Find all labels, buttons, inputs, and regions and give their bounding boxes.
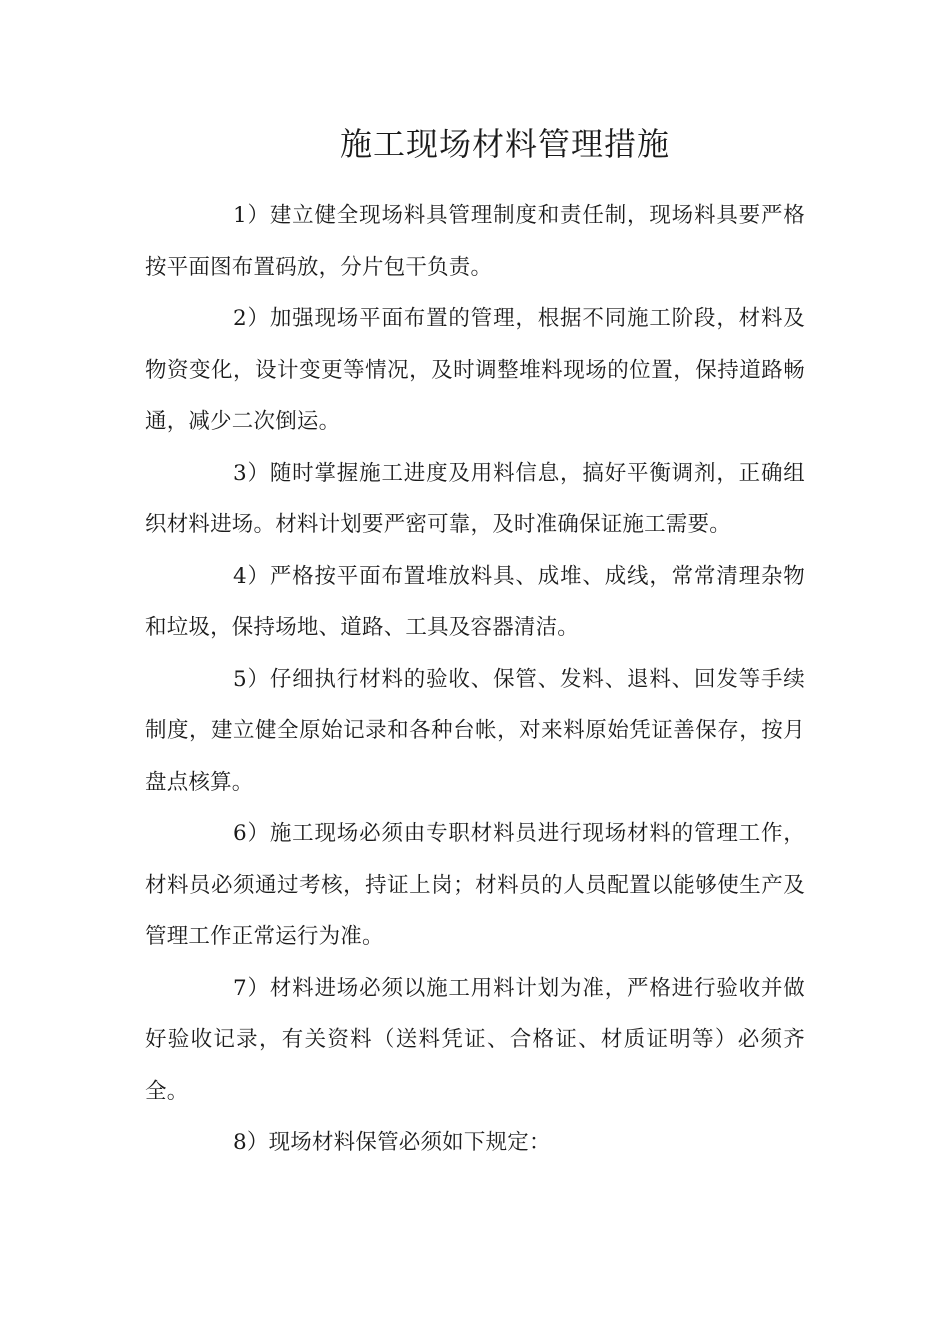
paragraph-4: 4）严格按平面布置堆放料具、成堆、成线，常常清理杂物和垃圾，保持场地、道路、工具及容器清洁。 bbox=[145, 563, 805, 640]
document-body bbox=[145, 190, 805, 1169]
paragraph-7: 7）材料进场必须以施工用料计划为准，严格进行验收并做好验收记录，有关资料（送料凭证、合格证、材质证明等）必须齐全。 bbox=[145, 975, 805, 1104]
document-title: 施工现场材料管理措施 bbox=[339, 125, 670, 163]
paragraph-3: 3）随时掌握施工进度及用料信息，搞好平衡调剂，正确组织材料进场。材料计划要严密可靠，及时准确保证施工需要。 bbox=[145, 460, 805, 537]
paragraph-1: 1）建立健全现场料具管理制度和责任制，现场料具要严格按平面图布置码放，分片包干负责。 bbox=[145, 203, 805, 280]
paragraph-8: 8）现场材料保管必须如下规定： bbox=[233, 1130, 551, 1155]
paragraph-5: 5）仔细执行材料的验收、保管、发料、退料、回发等手续制度，建立健全原始记录和各种台帐，对来料原始凭证善保存，按月盘点核算。 bbox=[145, 666, 805, 795]
paragraph-6: 6）施工现场必须由专职材料员进行现场材料的管理工作，材料员必须通过考核，持证上岗；材料员的人员配置以能够使生产及管理工作正常运行为准。 bbox=[145, 821, 805, 949]
paragraph-2: 2）加强现场平面布置的管理，根据不同施工阶段，材料及物资变化，设计变更等情况，及时调整堆料现场的位置，保持道路畅通，减少二次倒运。 bbox=[145, 306, 805, 434]
